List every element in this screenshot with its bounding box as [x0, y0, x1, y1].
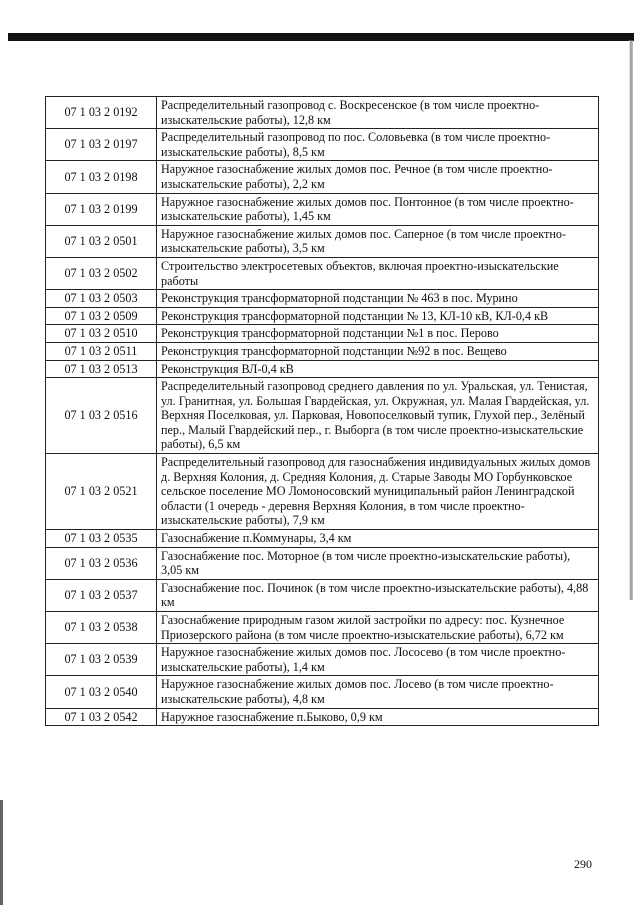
budget-code-cell: 07 1 03 2 0511 [46, 342, 157, 360]
table-body [46, 97, 599, 726]
budget-code-cell: 07 1 03 2 0510 [46, 325, 157, 343]
table-row [46, 708, 599, 726]
budget-code-cell: 07 1 03 2 0503 [46, 290, 157, 308]
description-cell: Наружное газоснабжение жилых домов пос. Понтонное (в том числе проектно-изыскательские работы), 1,45 км [157, 193, 599, 225]
table-row [46, 644, 599, 676]
description-cell: Газоснабжение пос. Моторное (в том числе проектно-изыскательские работы), 3,05 км [157, 547, 599, 579]
description-cell: Распределительный газопровод среднего давления по ул. Уральская, ул. Тенистая, ул. Гранитная, ул. Большая Гвардейская, ул. Окружная, ул. Малая Гвардейская, ул. Верхняя Поселковая, ул. Парковая, Новопоселковый тупик, Глухой пер., Зелёный пер., Малый Гвардейский пер., г. Выборга (в том числе проектно-изыскательские работы), 6,5 км [157, 378, 599, 454]
description-cell: Распределительный газопровод с. Воскресенское (в том числе проектно-изыскательские работы), 12,8 км [157, 97, 599, 129]
description-cell: Газоснабжение природным газом жилой застройки по адресу: пос. Кузнечное Приозерского района (в том числе проектно-изыскательские работы), 6,72 км [157, 612, 599, 644]
table-row [46, 307, 599, 325]
description-cell: Наружное газоснабжение жилых домов пос. Саперное (в том числе проектно-изыскательские работы), 3,5 км [157, 225, 599, 257]
page-number: 290 [574, 857, 592, 871]
budget-code-cell: 07 1 03 2 0513 [46, 360, 157, 378]
budget-code-cell: 07 1 03 2 0542 [46, 708, 157, 726]
budget-code-cell: 07 1 03 2 0535 [46, 530, 157, 548]
budget-code-cell: 07 1 03 2 0539 [46, 644, 157, 676]
description-cell: Наружное газоснабжение жилых домов пос. Речное (в том числе проектно-изыскательские работы), 2,2 км [157, 161, 599, 193]
budget-code-cell: 07 1 03 2 0192 [46, 97, 157, 129]
budget-code-cell: 07 1 03 2 0516 [46, 378, 157, 454]
budget-code-cell: 07 1 03 2 0197 [46, 129, 157, 161]
scan-right-edge [629, 40, 633, 600]
budget-classification-table [45, 96, 599, 726]
budget-code-cell: 07 1 03 2 0538 [46, 612, 157, 644]
table-row [46, 454, 599, 530]
description-cell: Реконструкция трансформаторной подстанции №1 в пос. Перово [157, 325, 599, 343]
budget-code-cell: 07 1 03 2 0198 [46, 161, 157, 193]
description-cell: Газоснабжение п.Коммунары, 3,4 км [157, 530, 599, 548]
table-row [46, 193, 599, 225]
table-row [46, 161, 599, 193]
budget-code-cell: 07 1 03 2 0537 [46, 579, 157, 611]
budget-code-cell: 07 1 03 2 0501 [46, 225, 157, 257]
table-row [46, 612, 599, 644]
description-cell: Строительство электросетевых объектов, включая проектно-изыскательские работы [157, 257, 599, 289]
scan-left-edge [0, 800, 3, 905]
table-row [46, 360, 599, 378]
description-cell: Распределительный газопровод для газоснабжения индивидуальных жилых домов д. Верхняя Колония, д. Средняя Колония, д. Старые Заводы МО Горбунковское сельское поселение МО Ломоносовский муниципальный район Ленинградской области (1 очередь - деревня Верхняя Колония, в том числе проектно-изыскательские работы), 7,9 км [157, 454, 599, 530]
table-row [46, 129, 599, 161]
description-cell: Наружное газоснабжение жилых домов пос. Лососево (в том числе проектно-изыскательские работы), 1,4 км [157, 644, 599, 676]
description-cell: Наружное газоснабжение п.Быково, 0,9 км [157, 708, 599, 726]
description-cell: Реконструкция ВЛ-0,4 кВ [157, 360, 599, 378]
table-row [46, 547, 599, 579]
scan-top-border [8, 33, 634, 41]
budget-code-cell: 07 1 03 2 0199 [46, 193, 157, 225]
description-cell: Наружное газоснабжение жилых домов пос. Лосево (в том числе проектно-изыскательские работы), 4,8 км [157, 676, 599, 708]
description-cell: Реконструкция трансформаторной подстанции № 13, КЛ-10 кВ, КЛ-0,4 кВ [157, 307, 599, 325]
budget-code-cell: 07 1 03 2 0502 [46, 257, 157, 289]
budget-code-cell: 07 1 03 2 0509 [46, 307, 157, 325]
table-row [46, 342, 599, 360]
description-cell: Реконструкция трансформаторной подстанции №92 в пос. Вещево [157, 342, 599, 360]
description-cell: Распределительный газопровод по пос. Соловьевка (в том числе проектно-изыскательские работы), 8,5 км [157, 129, 599, 161]
table-row [46, 290, 599, 308]
budget-code-cell: 07 1 03 2 0536 [46, 547, 157, 579]
budget-code-cell: 07 1 03 2 0540 [46, 676, 157, 708]
table-row [46, 676, 599, 708]
table-row [46, 257, 599, 289]
budget-code-cell: 07 1 03 2 0521 [46, 454, 157, 530]
table-row [46, 579, 599, 611]
description-cell: Реконструкция трансформаторной подстанции № 463 в пос. Мурино [157, 290, 599, 308]
table-row [46, 378, 599, 454]
table-row [46, 530, 599, 548]
table-row [46, 225, 599, 257]
table-row [46, 325, 599, 343]
description-cell: Газоснабжение пос. Починок (в том числе проектно-изыскательские работы), 4,88 км [157, 579, 599, 611]
table-row [46, 97, 599, 129]
